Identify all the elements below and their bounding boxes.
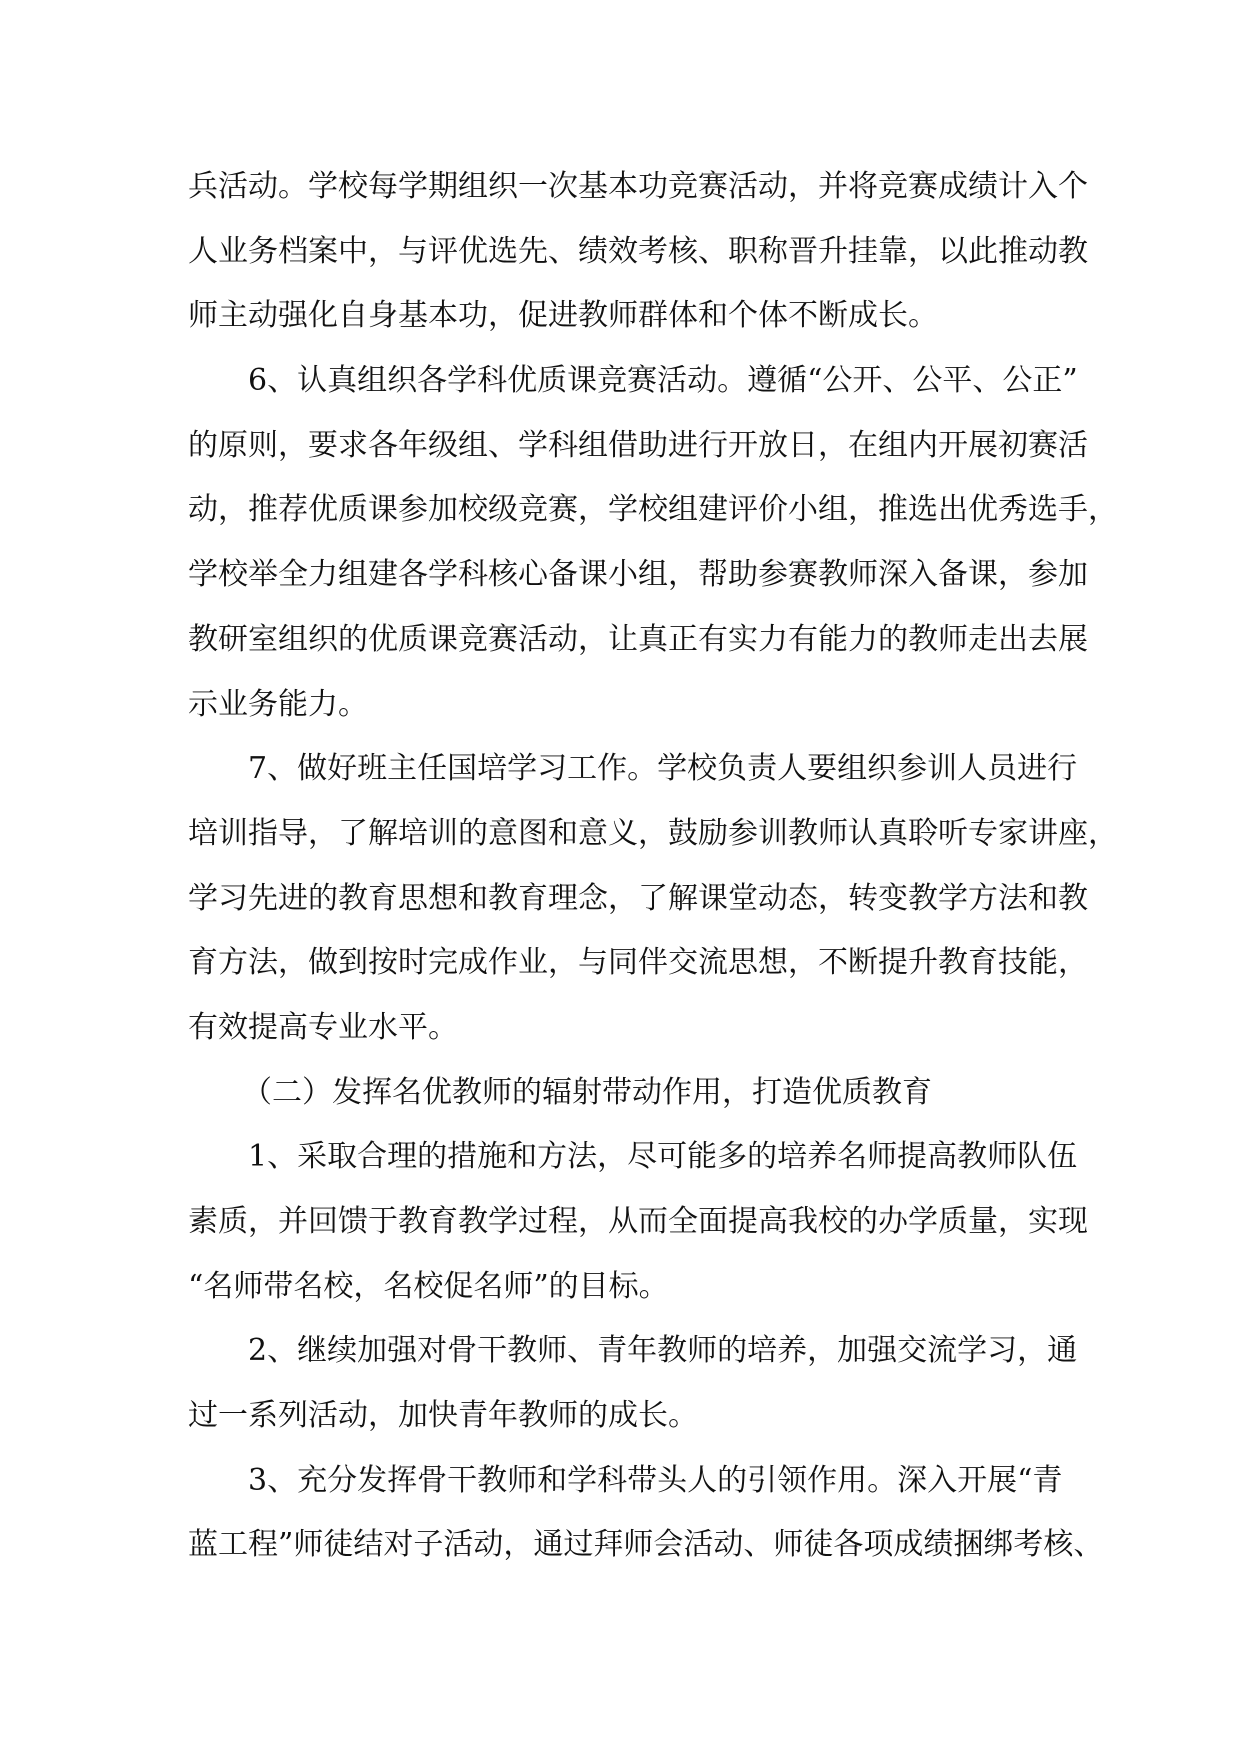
text-line: 师主动强化自身基本功，促进教师群体和个体不断成长。	[188, 298, 938, 334]
paragraph-item-1	[188, 1125, 1088, 1319]
text-line: 7、做好班主任国培学习工作。学校负责人要组织参训人员进行	[248, 751, 1078, 787]
paragraph-item-2	[188, 1319, 1078, 1448]
text-line: 3、充分发挥骨干教师和学科带头人的引领作用。深入开展“青	[248, 1462, 1063, 1498]
text-line: 兵活动。学校每学期组织一次基本功竞赛活动，并将竞赛成绩计入个	[188, 169, 1088, 204]
section-heading: （二）发挥名优教师的辐射带动作用，打造优质教育	[242, 1074, 932, 1110]
text-line: 人业务档案中，与评优选先、绩效考核、职称晋升挂靠，以此推动教	[188, 233, 1088, 269]
paragraph-item-7	[188, 737, 1118, 1060]
text-line: 1、采取合理的措施和方法，尽可能多的培养名师提高教师队伍	[248, 1139, 1078, 1175]
text-line: 学校举全力组建各学科核心备课小组，帮助参赛教师深入备课，参加	[188, 557, 1088, 593]
text-line: 素质，并回馈于教育教学过程，从而全面提高我校的办学质量，实现	[188, 1204, 1088, 1239]
text-line: 有效提高专业水平。	[188, 1009, 458, 1045]
text-line: 培训指导，了解培训的意图和意义，鼓励参训教师认真聆听专家讲座，	[188, 815, 1118, 851]
paragraph-item-6	[188, 349, 1118, 737]
paragraph-continuation	[188, 155, 1088, 349]
text-line: 2、继续加强对骨干教师、青年教师的培养，加强交流学习，通	[248, 1333, 1078, 1369]
text-line: 蓝工程”师徒结对子活动，通过拜师会活动、师徒各项成绩捆绑考核、	[188, 1527, 1104, 1563]
text-line: 示业务能力。	[188, 686, 368, 722]
text-line: 育方法，做到按时完成作业，与同伴交流思想，不断提升教育技能，	[188, 945, 1088, 981]
text-line: 的原则，要求各年级组、学科组借助进行开放日，在组内开展初赛活	[188, 427, 1088, 463]
text-line: 过一系列活动，加快青年教师的成长。	[188, 1398, 698, 1434]
text-line: “名师带名校，名校促名师”的目标。	[188, 1268, 669, 1304]
text-line: 动，推荐优质课参加校级竞赛，学校组建评价小组，推选出优秀选手，	[188, 492, 1118, 528]
text-line: 教研室组织的优质课竞赛活动，让真正有实力有能力的教师走出去展	[188, 621, 1088, 657]
body-text	[188, 155, 1118, 1578]
text-line: 学习先进的教育思想和教育理念，了解课堂动态，转变教学方法和教	[188, 880, 1088, 916]
text-line: 6、认真组织各学科优质课竞赛活动。遵循“公开、公平、公正”	[248, 363, 1078, 399]
paragraph-item-3	[188, 1449, 1104, 1578]
